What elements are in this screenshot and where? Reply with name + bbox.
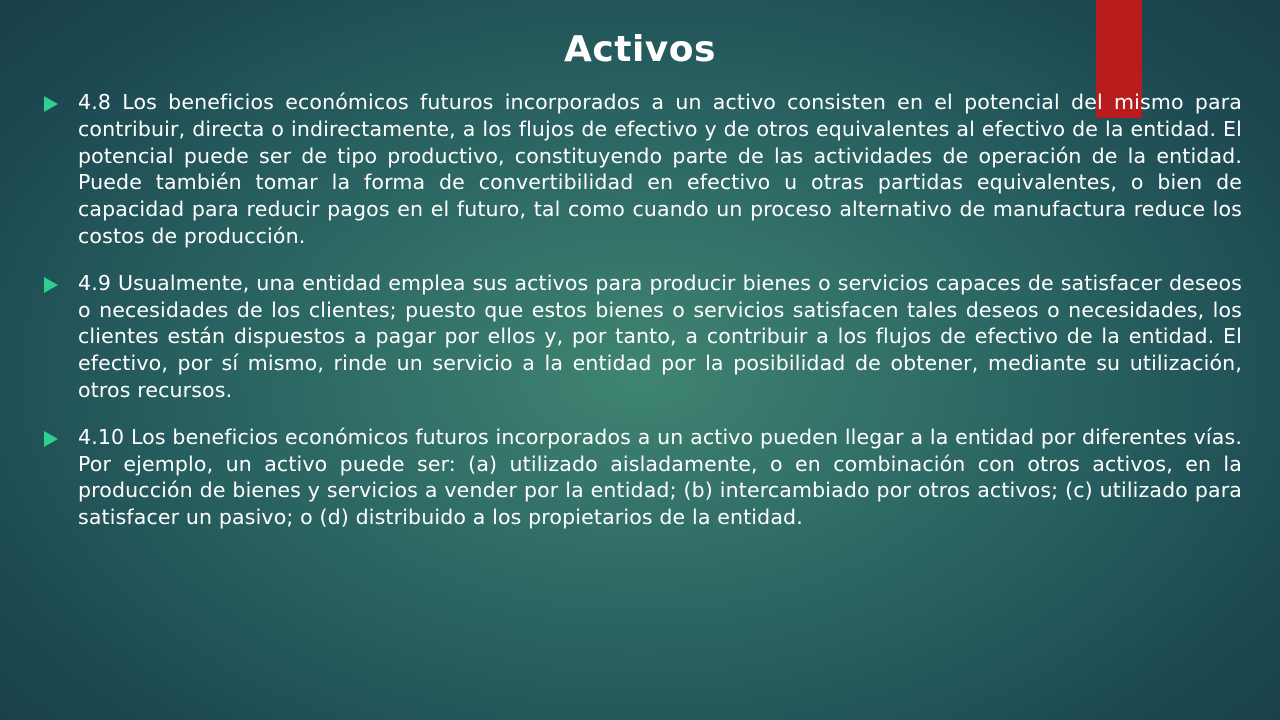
bullet-item xyxy=(44,270,1242,404)
bullet-item xyxy=(44,89,1242,250)
triangle-right-icon xyxy=(44,89,78,112)
slide-title: Activos xyxy=(564,29,716,70)
paragraph-4-9: 4.9 Usualmente, una entidad emplea sus activos para producir bienes o servicios capaces de satisfacer deseos o necesidades de los clientes; puesto que estos bienes o servicios satisfacen tales deseos o necesidades, los clientes están dispuestos a pagar por ellos y, por tanto, a contribuir a los flujos de efectivo de la entidad. El efectivo, por sí mismo, rinde un servicio a la entidad por la posibilidad de obtener, mediante su utilización, otros recursos. xyxy=(78,270,1242,402)
paragraph-4-10: 4.10 Los beneficios económicos futuros incorporados a un activo pueden llegar a la entidad por diferentes vías. Por ejemplo, un activo puede ser: (a) utilizado aisladamente, o en combinación con otros activos, en la producción de bienes y servicios a vender por la entidad; (b) intercambiado por otros activos; (c) utilizado para satisfacer un pasivo; o (d) distribuido a los propietarios de la entidad. xyxy=(78,424,1242,530)
triangle-right-icon xyxy=(44,270,78,293)
paragraph-4-8: 4.8 Los beneficios económicos futuros incorporados a un activo consisten en el potencial del mismo para contribuir, directa o indirectamente, a los flujos de efectivo y de otros equivalentes al efectivo de la entidad. El potencial puede ser de tipo productivo, constituyendo parte de las actividades de operación de la entidad. Puede también tomar la forma de convertibilidad en efectivo u otras partidas equivalentes, o bien de capacidad para reducir pagos en el futuro, tal como cuando un proceso alternativo de manufactura reduce los costos de producción. xyxy=(78,90,1242,248)
triangle-right-icon xyxy=(44,424,78,447)
bullet-list xyxy=(44,89,1242,551)
bullet-item xyxy=(44,424,1242,531)
